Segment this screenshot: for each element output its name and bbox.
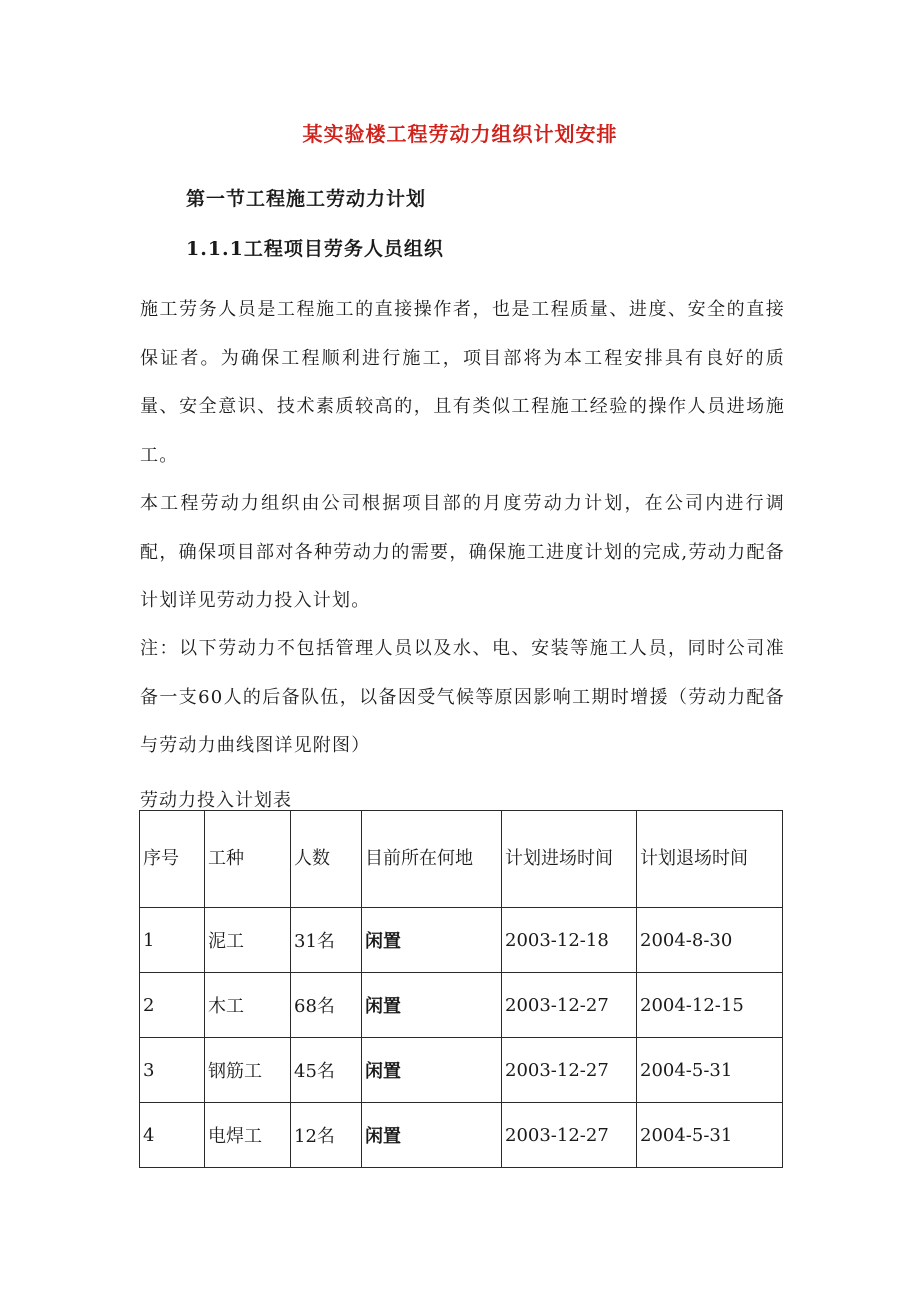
table-caption: 劳动力投入计划表 (140, 790, 292, 811)
header-cell-entry-time: 计划进场时间 (502, 811, 637, 908)
cell-exit-time: 2004-5-31 (637, 1038, 783, 1103)
table-header-row (140, 811, 783, 908)
table-row (140, 908, 783, 973)
cell-exit-time: 2004-12-15 (637, 973, 783, 1038)
table-row (140, 1103, 783, 1168)
cell-entry-time: 2003-12-27 (502, 1103, 637, 1168)
cell-location: 闲置 (362, 1038, 502, 1103)
cell-trade: 钢筋工 (205, 1038, 291, 1103)
cell-entry-time: 2003-12-18 (502, 908, 637, 973)
paragraph-note: 注：以下劳动力不包括管理人员以及水、电、安装等施工人员，同时公司准备一支60人的后备队伍，以备因受气候等原因影响工期时增援（劳动力配备与劳动力曲线图详见附图） (140, 638, 785, 756)
table-row (140, 1038, 783, 1103)
header-cell-exit-time: 计划退场时间 (637, 811, 783, 908)
cell-entry-time: 2003-12-27 (502, 973, 637, 1038)
header-cell-count: 人数 (291, 811, 362, 908)
labor-plan-table (139, 810, 783, 1168)
cell-trade: 泥工 (205, 908, 291, 973)
paragraph-1: 施工劳务人员是工程施工的直接操作者，也是工程质量、进度、安全的直接保证者。为确保工程顺利进行施工，项目部将为本工程安排具有良好的质量、安全意识、技术素质较高的，且有类似工程施工经验的操作人员进场施工。 (140, 299, 785, 466)
cell-count: 45名 (291, 1038, 362, 1103)
cell-index: 1 (140, 908, 205, 973)
paragraph-2: 本工程劳动力组织由公司根据项目部的月度劳动力计划，在公司内进行调配，确保项目部对各种劳动力的需要，确保施工进度计划的完成,劳动力配备计划详见劳动力投入计划。 (140, 493, 785, 611)
cell-trade: 电焊工 (205, 1103, 291, 1168)
cell-index: 2 (140, 973, 205, 1038)
header-cell-index: 序号 (140, 811, 205, 908)
header-cell-trade: 工种 (205, 811, 291, 908)
cell-trade: 木工 (205, 973, 291, 1038)
cell-location: 闲置 (362, 973, 502, 1038)
section-heading: 第一节工程施工劳动力计划 (186, 188, 427, 210)
document-title: 某实验楼工程劳动力组织计划安排 (302, 122, 618, 146)
subsection-heading: 1.1.1工程项目劳务人员组织 (186, 238, 444, 260)
cell-index: 4 (140, 1103, 205, 1168)
table-row (140, 973, 783, 1038)
cell-location: 闲置 (362, 1103, 502, 1168)
cell-location: 闲置 (362, 908, 502, 973)
cell-count: 31名 (291, 908, 362, 973)
cell-index: 3 (140, 1038, 205, 1103)
header-cell-location: 目前所在何地 (362, 811, 502, 908)
cell-exit-time: 2004-8-30 (637, 908, 783, 973)
cell-count: 68名 (291, 973, 362, 1038)
cell-entry-time: 2003-12-27 (502, 1038, 637, 1103)
cell-count: 12名 (291, 1103, 362, 1168)
cell-exit-time: 2004-5-31 (637, 1103, 783, 1168)
